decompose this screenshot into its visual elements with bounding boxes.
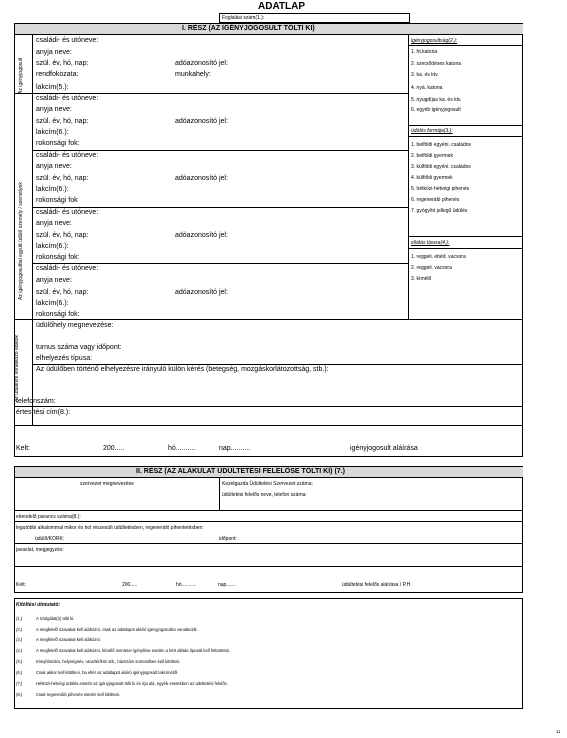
instruction-text: A megfelelő szavakat kell aláhúzni. xyxy=(36,637,101,642)
resort-label[interactable]: üdülőhely megnevezése: xyxy=(36,322,114,329)
instruction-number: (7.) xyxy=(16,681,23,686)
instructions-title: Kitöltési útmutató: xyxy=(16,602,61,608)
family-name-label[interactable]: családi- és utóneve: xyxy=(36,152,99,159)
claimant-name-label[interactable]: családi- és utóneve: xyxy=(36,37,99,44)
family-relation-label[interactable]: rokonsági fok: xyxy=(36,254,80,261)
meal-title: ellátás típusa(4.): xyxy=(411,240,450,246)
form-option[interactable]: 3. külföldi egyéni. családos xyxy=(411,164,471,170)
eligibility-option[interactable]: 4. nyá. katona xyxy=(411,85,443,91)
part2-divider-1 xyxy=(14,510,523,511)
family-section-bottom xyxy=(14,319,523,320)
stay-section-bottom xyxy=(14,425,523,426)
eligibility-title: igényjogosultság(2.): xyxy=(411,38,458,44)
family-tax-label[interactable]: adóazonosító jel: xyxy=(175,289,228,296)
instruction-text: A szolgálat(ó) tölti ki. xyxy=(36,616,75,621)
form-title: ADATLAP xyxy=(258,1,306,12)
special-request-label[interactable]: Az üdülőben történő elhelyezésre irányuló külön kérés (betegség, mozgáskorlátozottság, stb.): xyxy=(36,366,329,373)
family-address-label[interactable]: lakcím(6.): xyxy=(36,129,69,136)
meal-option[interactable]: 1. reggeli. ebéd. vacsora xyxy=(411,254,466,260)
part2-divider-2 xyxy=(14,521,523,522)
family-birth-label[interactable]: szül. év, hó, nap: xyxy=(36,175,89,182)
part1-date-label: Kelt: xyxy=(16,445,31,452)
meal-divider xyxy=(408,236,523,237)
instruction-number: (8.) xyxy=(16,692,23,697)
eligibility-option[interactable]: 3. ka. és ktv. xyxy=(411,72,439,78)
family-relation-label[interactable]: rokonsági fok: xyxy=(36,140,80,147)
phone-line xyxy=(14,406,523,407)
family-mother-label[interactable]: anyja neve: xyxy=(36,220,72,227)
reg-number-label: Foglalási szám(1.): xyxy=(222,15,265,21)
family-tax-label[interactable]: adóazonosító jel: xyxy=(175,175,228,182)
family-mother-label[interactable]: anyja neve: xyxy=(36,106,72,113)
form-title: üdülés formája(3.): xyxy=(411,128,453,134)
family-divider-3 xyxy=(32,263,408,264)
stay-side-label: Az üdülésre vonatkozó adatok xyxy=(14,335,20,402)
form-divider xyxy=(408,125,523,126)
instruction-text: A megfelelő szavakat kell aláhúzni, csak az adatlapot aláíró igényjogosultra vonatkozik. xyxy=(36,627,198,632)
instruction-text: A megfelelő szavakat kell aláhúzni, kímélő menüsor igénylése esetén a kért diétás típusát kell feltüntetni. xyxy=(36,648,231,653)
form-title-line xyxy=(408,136,523,137)
last-time-label[interactable]: időpont: xyxy=(219,536,237,542)
family-mother-label[interactable]: anyja neve: xyxy=(36,277,72,284)
room-type-label[interactable]: elhelyezés típusa: xyxy=(36,355,93,362)
instruction-number: (3.) xyxy=(16,637,23,642)
claimant-rank-label[interactable]: rendfokozata: xyxy=(36,71,79,78)
family-name-label[interactable]: családi- és utóneve: xyxy=(36,265,99,272)
form-option[interactable]: 2. belföldi gyermek xyxy=(411,153,453,159)
instruction-number: (1.) xyxy=(16,616,23,621)
claimant-side-label: Az igényjogosult xyxy=(18,57,24,94)
order-number-label[interactable]: elrendelő parancs száma(8.): xyxy=(16,514,81,520)
responsible-label[interactable]: üdültetési felelős neve, telefon száma: xyxy=(222,492,307,498)
family-tax-label[interactable]: adóazonosító jel: xyxy=(175,232,228,239)
claimant-birth-label[interactable]: szül. év, hó, nap: xyxy=(36,60,89,67)
family-birth-label[interactable]: szül. év, hó, nap: xyxy=(36,118,89,125)
claimant-tax-label[interactable]: adóazonosító jel: xyxy=(175,60,228,67)
stay-divider xyxy=(32,364,523,365)
part2-divider-4 xyxy=(14,566,523,567)
eligibility-option[interactable]: 6. egyéb igényjogosult xyxy=(411,107,461,113)
form-option[interactable]: 6. regeneráló pihenés xyxy=(411,197,460,203)
instruction-number: (4.) xyxy=(16,648,23,653)
part2-divider-3 xyxy=(14,543,523,544)
family-address-label[interactable]: lakcím(6.): xyxy=(36,186,69,193)
instruction-text: Hétközi-hétvégi üdülés esetén az igényjogosult tölti ki és írja alá, egyéb esetekben az üdültetési felelős. xyxy=(36,681,228,686)
eligibility-option[interactable]: 1. ht.katona xyxy=(411,49,438,55)
eligibility-title-line xyxy=(408,45,523,46)
family-name-label[interactable]: családi- és utóneve: xyxy=(36,209,99,216)
part1-day[interactable]: nap.......... xyxy=(219,445,251,452)
managing-unit-label[interactable]: Kezelgazda Üdültetési Szervezet száma: xyxy=(222,481,313,487)
family-divider-1 xyxy=(32,150,408,151)
part2-signature-label[interactable]: üdültetési felelős aláírása / P.H. xyxy=(342,582,412,588)
family-side-label: Az igényjogosulttal együtt üdülő személy / személyek xyxy=(18,182,24,300)
instruction-number: (2.) xyxy=(16,627,23,632)
meal-option[interactable]: 3. kímélő xyxy=(411,276,432,282)
part2-day[interactable]: nap....... xyxy=(218,582,237,588)
part2-header: II. RÉSZ (AZ ALAKULAT ÜDÜLTETÉSI FELELŐSE TÖLTI KI) (7.) xyxy=(136,468,345,475)
notify-address-label[interactable]: értesítési cím(8.): xyxy=(16,409,71,416)
instruction-text: Irányítószám, helységnév, utca/tér/köz stb., házszám sorrendben kell kitölteni. xyxy=(36,659,181,664)
part1-year[interactable]: 200..... xyxy=(103,445,125,452)
claimant-workplace-label[interactable]: munkahely: xyxy=(175,71,211,78)
part1-header: I. RÉSZ (AZ IGÉNYJOGOSULT TÖLTI KI) xyxy=(182,25,315,32)
family-address-label[interactable]: lakcím(6.): xyxy=(36,243,69,250)
eligibility-option[interactable]: 2. szerződéses katona xyxy=(411,61,462,67)
family-mother-label[interactable]: anyja neve: xyxy=(36,163,72,170)
form-option[interactable]: 1. belföldi egyéni. családos xyxy=(411,142,472,148)
form-option[interactable]: 5. hétközi-hétvégi pihenés xyxy=(411,186,470,192)
unit-name-label[interactable]: szervezet megnevezése xyxy=(80,481,134,487)
turn-label[interactable]: turnus száma vagy időpont: xyxy=(36,344,122,351)
right-column-line xyxy=(408,34,409,319)
family-divider-2 xyxy=(32,207,408,208)
part2-month[interactable]: hó.......... xyxy=(176,582,196,588)
family-tax-label[interactable]: adóazonosító jel: xyxy=(175,118,228,125)
family-relation-label[interactable]: rokonsági fok: xyxy=(36,311,80,318)
family-relation-label[interactable]: rokonsági fok xyxy=(36,197,78,204)
proposal-label[interactable]: javaslat, megjegyzés: xyxy=(16,547,64,553)
part1-signature-label[interactable]: igényjogosult aláírása xyxy=(350,445,418,452)
page-number: 11 xyxy=(556,729,561,734)
reg-number-box[interactable] xyxy=(219,13,410,23)
phone-label[interactable]: telefonszám: xyxy=(16,398,56,405)
claimant-address-label[interactable]: lakcím(5.): xyxy=(36,84,69,91)
part2-year[interactable]: 200..... xyxy=(122,582,138,588)
eligibility-option[interactable]: 5. nyugdíjas ka. és ktv. xyxy=(411,97,462,103)
part1-month[interactable]: hó.......... xyxy=(168,445,196,452)
claimant-mother-label[interactable]: anyja neve: xyxy=(36,49,72,56)
instruction-text: Csak akkor kell kitölteni, ha eltér az adatlapot aláíró igényjogosult lakcímétől. xyxy=(36,670,179,675)
family-birth-label[interactable]: szül. év, hó, nap: xyxy=(36,232,89,239)
last-holiday-label[interactable]: legutóbbi alkalommal mikor és hol részesült üdültetésben, regeneráló pihentetésben: xyxy=(16,525,204,531)
family-birth-label[interactable]: szül. év, hó, nap: xyxy=(36,289,89,296)
family-address-label[interactable]: lakcím(6.): xyxy=(36,300,69,307)
claimant-block-divider xyxy=(14,93,408,94)
meal-option[interactable]: 2. reggeli. vacsora xyxy=(411,265,452,271)
family-name-label[interactable]: családi- és utóneve: xyxy=(36,95,99,102)
part2-mid-line xyxy=(219,477,220,510)
instruction-text: Csak regeneráló pihenés esetén kell kitölteni. xyxy=(36,692,121,697)
form-option[interactable]: 7. gyógyító jellegű üdülés xyxy=(411,208,468,214)
part2-date-label: Kelt: xyxy=(16,582,27,588)
form-option[interactable]: 4. külföldi gyermek xyxy=(411,175,453,181)
instruction-number: (5.) xyxy=(16,659,23,664)
meal-title-line xyxy=(408,248,523,249)
last-resort-label[interactable]: üdülő/KORK: xyxy=(35,536,65,542)
instruction-number: (6.) xyxy=(16,670,23,675)
